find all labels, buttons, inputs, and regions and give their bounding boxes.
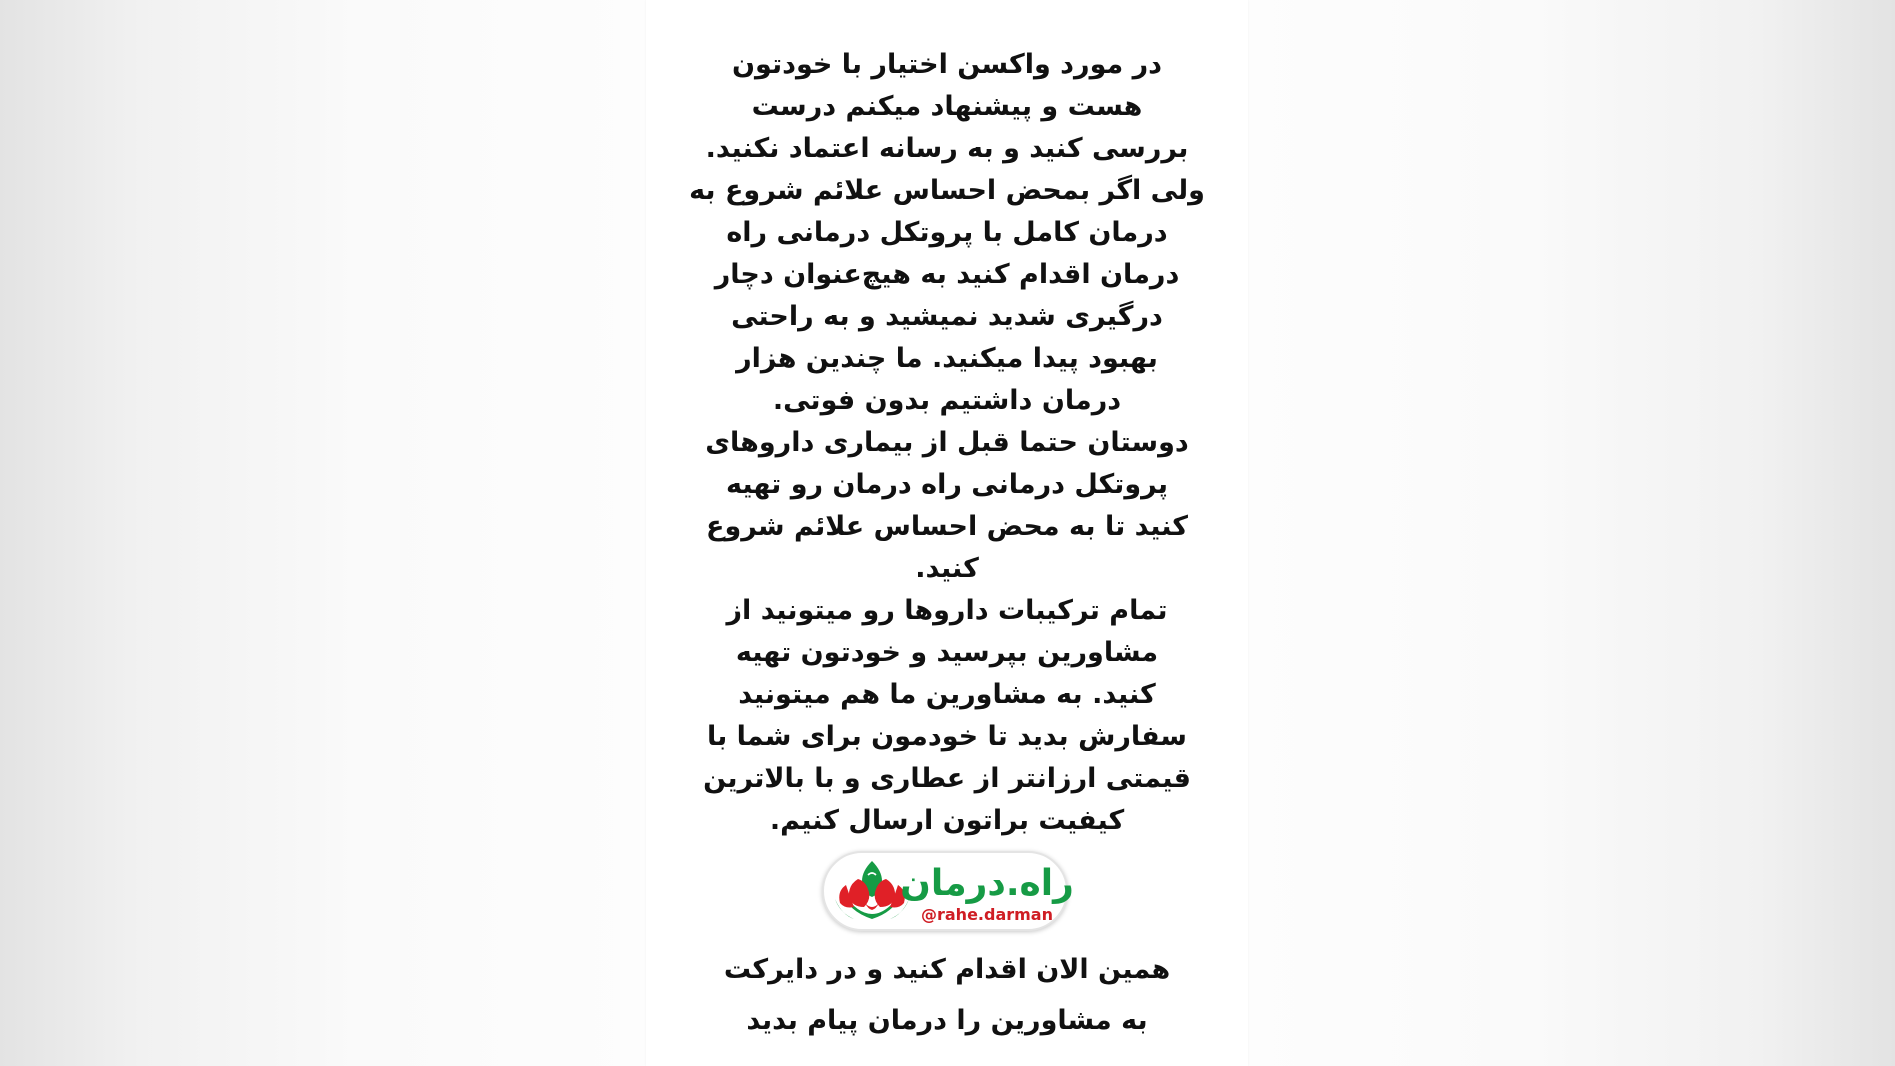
body-line: پروتکل درمانی راه درمان رو تهیه — [725, 469, 1169, 500]
body-line: قیمتی ارزانتر از عطاری و با بالاترین — [703, 763, 1191, 794]
body-line: کنید. — [915, 553, 979, 584]
body-line: تمام ترکیبات داروها رو میتونید از — [726, 595, 1168, 626]
brand-handle-logotype — [914, 903, 1060, 925]
body-line: در مورد واکسن اختیار با خودتون — [731, 49, 1163, 80]
body-line: بررسی کنید و به رسانه اعتماد نکنید. — [705, 133, 1189, 164]
body-line: ولی اگر بمحض احساس علائم شروع به — [689, 175, 1205, 206]
brand-name-logotype — [900, 855, 1074, 905]
post-body-text — [646, 44, 1248, 842]
body-line: هست و پیشنهاد میکنم درست — [751, 91, 1143, 122]
cta-line: همین الان اقدام کنید و در دایرکت — [723, 954, 1171, 985]
body-line: درمان کامل با پروتکل درمانی راه — [726, 217, 1168, 248]
call-to-action-text — [646, 944, 1248, 1046]
body-line: مشاورین بپرسید و خودتون تهیه — [735, 637, 1159, 668]
rahe-darman-logo — [822, 851, 1074, 931]
body-line: درمان داشتیم بدون فوتی. — [772, 385, 1122, 416]
body-line: بهبود پیدا میکنید. ما چندین هزار — [736, 343, 1158, 374]
brand-name-text: راه.درمان — [900, 863, 1074, 904]
body-line: کیفیت براتون ارسال کنیم. — [769, 805, 1125, 836]
body-line: دوستان حتما قبل از بیماری داروهای — [705, 427, 1189, 458]
body-line: درمان اقدام کنید به هیچ‌عنوان دچار — [714, 259, 1180, 290]
body-line: درگیری شدید نمیشید و به راحتی — [731, 301, 1163, 332]
body-line: کنید تا به محض احساس علائم شروع — [706, 511, 1188, 542]
brand-handle-text: @rahe.darman — [920, 905, 1054, 924]
body-line: سفارش بدید تا خودمون برای شما با — [706, 721, 1187, 752]
body-line: کنید. به مشاورین ما هم میتونید — [738, 679, 1156, 710]
post-card — [646, 0, 1248, 1066]
cta-line: به مشاورین را درمان پیام بدید — [746, 1005, 1148, 1036]
